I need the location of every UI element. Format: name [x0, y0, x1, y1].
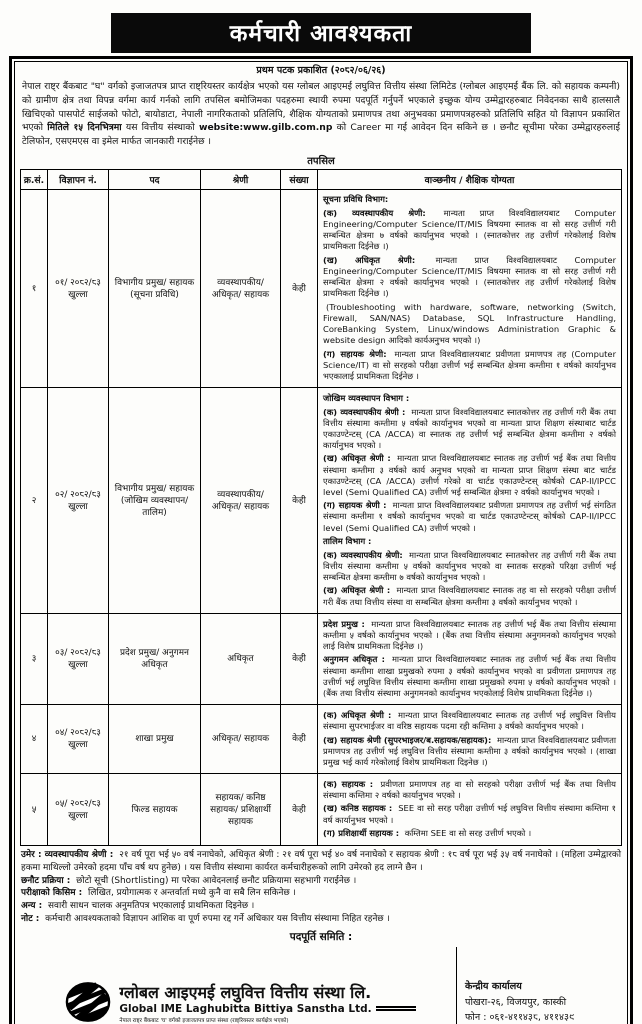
serial-cell: २	[21, 388, 48, 614]
qualification-cell	[318, 189, 622, 388]
committee-heading: पदपूर्ति समिति :	[289, 931, 353, 944]
page-title: कर्मचारी आवश्यकता	[111, 13, 531, 53]
header-serial: क्र.सं.	[21, 169, 48, 189]
header-post: पद	[109, 169, 201, 189]
intro-text-2: यस वित्तीय संस्थाको	[125, 122, 195, 134]
qualification-cell	[318, 705, 622, 774]
header-count: संख्या	[281, 169, 318, 189]
ad-no-cell: ०१/ २०८२/८३ खुल्ला	[48, 189, 109, 388]
qualification-item: (क) व्यवस्थापकीय श्रेणी: मान्यता प्राप्त विश्वविद्यालयबाट स्नातकोत्तर तह उत्तीर्ण गरी बैंक तथा वित्तीय संस्थामा कम्तीमा ५ वर्षको कार्यानुभव भएको वा स्नातक सरहको परिक्षा उत्तीर्ण भई सम्बन्धित क्षेत्रमा कम्तीमा ७ वर्षको कार्यानुभव भएको ।	[323, 549, 617, 582]
intro-paragraph	[15, 79, 627, 151]
qualification-item: सूचना प्रविधि विभाग:	[323, 194, 389, 205]
qualification-item: (ग) प्रशिक्षार्थी सहायक : कम्तिमा SEE वा सो सरह उत्तीर्ण भएको ।	[323, 828, 532, 839]
level-cell: अधिकृत/ सहायक	[201, 705, 281, 774]
level-cell: व्यवस्थापकीय/ अधिकृत/ सहायक	[201, 388, 281, 614]
serial-cell: १	[21, 189, 48, 388]
qualification-cell	[318, 388, 622, 614]
qualification-item: (क) सहायक : प्रवीणता प्रमाणपत्र तह वा सो सरहको परीक्षा उत्तीर्ण भई बैंक तथा वित्तीय संस्थामा कम्तिमा २ वर्षको कार्यानुभव भएको ।	[323, 778, 617, 800]
company-tagline: नेपाल राष्ट्र बैंकबाट 'घ' वर्गको इजाजतपत्र प्राप्त संस्था (राष्ट्रियस्तर कार्यक्षेत्र भएको)	[119, 1017, 289, 1024]
note-exam-type: परीक्षाको किसिम : लिखित, प्रयोगात्मक र अन्तर्वार्ता मध्ये कुनै वा सबै लिन सकिनेछ ।	[21, 888, 296, 899]
header-qualification: वाञ्छनीय / शैक्षिक योग्यता	[318, 169, 622, 189]
post-cell: प्रदेश प्रमुख/ अनुगमन अधिकृत	[109, 614, 201, 705]
level-cell: अधिकृत	[201, 614, 281, 705]
footer	[15, 946, 627, 1024]
ad-inner-frame	[14, 61, 628, 1024]
ad-no-cell: ०५/ २०८२/८३ खुल्ला	[48, 774, 109, 845]
intro-text-1: नेपाल राष्ट्र बैंकबाट "घ" वर्गको इजाजतपत्र प्राप्त राष्ट्रियस्तर कार्यक्षेत्र भएको यस ग्लोबल आइएमई लघुवित्त वित्तीय संस्था लिमिटेड (ग्लोबल आइएमई बैंक लि. को सहायक कम्पनी) को ग्रामीण क्षेत्र तथा विपन्न वर्गमा कार्य गर्नको लागि तपसिल बमोजिमका पदहरुमा स्थायी रुपमा पदपूर्ति गर्नुपर्ने भएकाले इच्छुक योग्य उम्मेद्वारहरुबाट निवेदनका साथै हालसालै खिचिएको पासपोर्ट साईजको फोटो, बायोडाटा, नेपाली नागरिकताको प्रतिलिपि, शैक्षिक योग्यताको प्रमाणपत्र तथा अनुभवका प्रमाणपत्रहरुको प्रतिलिपि सहित यो विज्ञापन प्रकाशित भएको	[22, 81, 620, 134]
company-name-nepali: ग्लोबल आइएमई लघुवित्त वित्तीय संस्था लि.	[119, 982, 372, 1002]
qualification-cell	[318, 614, 622, 705]
company-block	[25, 947, 456, 1024]
post-cell: विभागीय प्रमुख/ सहायक (सूचना प्रविधि)	[109, 189, 201, 388]
note-other: अन्य : सवारी साधन चालक अनुमतिपत्र भएकालाई प्राथमिकता दिइनेछ ।	[21, 901, 255, 912]
notes-section	[15, 846, 627, 928]
header-level: श्रेणी	[201, 169, 281, 189]
central-office-block	[456, 947, 621, 1024]
count-cell: केही	[281, 774, 318, 845]
qualification-item: (ख) कनिष्ठ सहायक : SEE वा सो सरह परीक्षा उत्तीर्ण भई लघुवित्त वित्तीय संस्थामा कम्तिमा १ वर्ष कार्यानुभव भएको ।	[323, 803, 616, 825]
serial-cell: ४	[21, 705, 48, 774]
intro-text-3: को Career मा गई आवेदन दिन सकिने छ । छनौट सूचीमा परेका उम्मेद्वारहरुलाई टेलिफोन, एसएमएस वा इमेल मार्फत जानकारी गराईनेछ ।	[22, 122, 621, 148]
table-row	[21, 388, 622, 614]
count-cell: केही	[281, 705, 318, 774]
company-name-english: Global IME Laghubitta Bittiya Sanstha Ltd.	[119, 1002, 372, 1015]
tapasil-heading: तपसिल	[307, 155, 335, 167]
intro-deadline: मितिले १५ दिनभित्रमा	[47, 122, 122, 134]
global-ime-logo-icon	[65, 981, 111, 1023]
qualification-cell	[318, 774, 622, 845]
qualification-item: (क) व्यवस्थापकीय श्रेणी : मान्यता प्राप्त विश्वविद्यालयबाट स्नातकोत्तर तह उत्तीर्ण गरी बैंक तथा वित्तीय संस्थामा कम्तीमा ५ वर्षको कार्यानुभव भएको वा मान्यता प्राप्त शिक्षण संस्थाबाट चार्टड एकाउण्टेन्टस् (CA /ACCA) वा स्नातक तह उत्तीर्ण भई सम्बन्धित क्षेत्रमा कम्तीमा २ वर्षको कार्यानुभव भएको ।	[323, 406, 616, 450]
header-ad-no: विज्ञापन नं.	[48, 169, 109, 189]
qualification-item: (Troubleshooting with hardware, software, networking (Switch, Firewall, SAN/NAS) Database, SQL Infrastructure Handling, CoreBanking System, Linux/windows Administration Graphic & website design आदिको कार्यअनुभव भएको ।)	[323, 301, 616, 346]
qualification-item: जोखिम व्यवस्थापन विभाग :	[323, 392, 410, 403]
publication-line: प्रथम पटक प्रकाशित (२०८२/०६/२६)	[256, 65, 386, 76]
ad-border-frame	[9, 56, 633, 1024]
double-rule	[376, 1006, 416, 1011]
serial-cell: ५	[21, 774, 48, 845]
post-cell: शाखा प्रमुख	[109, 705, 201, 774]
serial-cell: ३	[21, 614, 48, 705]
count-cell: केही	[281, 614, 318, 705]
level-cell: व्यवस्थापकीय/ अधिकृत/ सहायक	[201, 189, 281, 388]
table-row	[21, 189, 622, 388]
post-cell: विभागीय प्रमुख/ सहायक (जोखिम व्यवस्थापन/ तालिम)	[109, 388, 201, 614]
qualification-item: अनुगमन अधिकृत : मान्यता प्राप्त विश्वविद्यालयबाट स्नातक तह उत्तीर्ण भई बैंक तथा वित्तीय संस्थामा कम्तीमा शाखा प्रमुखको रुपमा ३ वर्षको कार्यानुभव भएको वा प्रवीणता प्रमाणपत्र तह उत्तीर्ण भई लघुवित्त वित्तीय संस्थामा कम्तीमा शाखा प्रमुखको रुपमा ५ वर्षको कार्यानुभव भएको । (बैंक तथा वित्तीय संस्थामा अनुगमनको कार्यानुभव भएकोलाई विशेष प्राथमिकता दिईनेछ ।)	[323, 654, 616, 698]
qualification-item: प्रदेश प्रमुख : मान्यता प्राप्त विश्वविद्यालयबाट स्नातक तह उत्तीर्ण भई बैंक तथा वित्तीय संस्थामा कम्तीमा ५ वर्षको कार्यानुभव भएको । (बैंक तथा वित्तीय संस्थामा अनुगमनको कार्यानुभव भएको लाई विशेष प्राथमिकता दिईनेछ ।)	[323, 618, 616, 651]
qualification-item: (ख) सहायक श्रेणी (सुपरभाइजर/ब.सहायक/सहायक): मान्यता प्राप्त विश्वविद्यालयबाट प्रवीणता प्रमाणपत्र तह उत्तीर्ण भई लघुवित्त वित्तीय संस्थामा कम्तीमा ३ वर्षको कार्यानुभव भएको । (शाखा प्रमुख भई कार्य गरेकोलाई विशेष प्राथमिकता दिइनेछ ।)	[323, 734, 617, 767]
intro-website: website:www.gilb.com.np	[198, 122, 333, 134]
ad-no-cell: ०४/ २०८२/८३ खुल्ला	[48, 705, 109, 774]
note-shortlisting: छनौट प्रक्रिया : छोटो सूची (Shortlisting) मा परेका आवेदनलाई छनौट प्रक्रियामा सहभागी गराईनेछ ।	[21, 875, 357, 886]
company-names	[119, 981, 415, 1024]
qualification-item: (ख) अधिकृत श्रेणी : मान्यता प्राप्त विश्वविद्यालयबाट स्नातक तह उत्तीर्ण भई बैंक तथा वित्तीय संस्थामा कम्तीमा ३ वर्षको कार्य अनुभव भएको वा मान्यता प्राप्त शिक्षण संस्था बाट चार्टड एकाउण्टेन्टस् (CA /ACCA) उत्तीर्ण गरेको वा चार्टड एकाउण्टेन्टस् कोर्षको CAP-II/IPCC level (Semi Qualified CA) उत्तीर्ण भई सम्बन्धित क्षेत्रमा २ वर्षको कार्यानुभव भएको ।	[323, 453, 616, 497]
qualification-item: (ख) अधिकृत श्रेणी : मान्यता प्राप्त विश्वविद्यालयबाट स्नातक तह वा सो सरहको परीक्षा उत्तीर्ण गरी बैंक तथा वित्तीय संस्था वा सम्बन्धित क्षेत्रमा कम्तीमा ३ वर्षको कार्यानुभव भएको ।	[323, 585, 617, 607]
table-row	[21, 614, 622, 705]
post-cell: फिल्ड सहायक	[109, 774, 201, 845]
table-row	[21, 774, 622, 845]
count-cell: केही	[281, 189, 318, 388]
qualification-item: (ग) सहायक श्रेणी: मान्यता प्राप्त विश्वविद्यालयबाट प्रवीणता प्रमाणपत्र तह (Computer Science/IT) वा सो सरहको परीक्षा उत्तीर्ण भई सम्बन्धित क्षेत्रमा कम्तीमा १ वर्षको कार्यानुभव भएकालाई प्राथमिकता दिईनेछ ।	[323, 348, 616, 381]
qualification-item: (क) व्यवस्थापकीय श्रेणी: मान्यता प्राप्त विश्वविद्यालयबाट Computer Engineering/Computer Science/IT/MIS विषयमा स्नातक वा सो सरह उत्तीर्ण गरी सम्बन्धित क्षेत्रमा ७ वर्षको कार्यानुभव भएको । (स्नातकोत्तर तह उत्तीर्ण गरेकोलाई विशेष प्राथमिकता दिईनेछ ।)	[323, 208, 616, 252]
table-header-row	[21, 169, 622, 189]
qualification-item: तालिम विभाग :	[323, 536, 372, 547]
office-title: केन्द्रीय कार्यालय	[465, 981, 522, 993]
qualification-item: (ग) सहायक श्रेणी : मान्यता प्राप्त विश्वविद्यालयबाट प्रवीणता प्रमाणपत्र तह उत्तीर्ण भई संगठित संस्थामा कम्तीमा १ वर्षको कार्यानुभव भएको वा चार्टड एकाउण्टेन्टस् कोर्षको CAP-II/IPCC level (Semi Qualified CA) उत्तीर्ण भएको ।	[323, 500, 616, 533]
office-phone: फोन : ०६१-४११४३८, ४११४३९	[465, 1012, 574, 1024]
level-cell: सहायक/ कनिष्ठ सहायक/ प्रशिक्षार्थी सहायक	[201, 774, 281, 845]
vacancy-table	[20, 169, 622, 846]
note-cancellation: नोट : कर्मचारी आवश्यकताको विज्ञापन आंशिक वा पूर्ण रुपमा रद्द गर्ने अधिकार यस वित्तीय संस्थामा निहित रहनेछ ।	[21, 914, 390, 925]
ad-no-cell: ०२/ २०८२/८३ खुल्ला	[48, 388, 109, 614]
office-address: पोखरा-२६, विजयपुर, कास्की	[465, 996, 567, 1008]
qualification-item: (ख) अधिकृत श्रेणी: मान्यता प्राप्त विश्वविद्यालयबाट Computer Engineering/Computer Science/IT/MIS विषयमा स्नातक वा सो सरह उत्तीर्ण गरी सम्बन्धित क्षेत्रमा २ वर्षको कार्यानुभव भएको । (स्नातकोत्तर तह उत्तीर्ण गरेकोलाई विशेष प्राथमिकता दिईनेछ ।)	[323, 254, 617, 299]
table-row	[21, 705, 622, 774]
ad-no-cell: ०३/ २०८२/८३ खुल्ला	[48, 614, 109, 705]
count-cell: केही	[281, 388, 318, 614]
note-age: उमेर : व्यवस्थापकीय श्रेणी : २१ वर्ष पूरा भई ५० वर्ष ननाघेको, अधिकृत श्रेणी : २१ वर्ष पूरा भई ४० वर्ष ननाघेको र सहायक श्रेणी : १८ वर्ष पूरा भई ३५ वर्ष ननाघेको । (महिला उम्मेद्वारको हकमा माथिल्लो उमेरको हदमा पाँच वर्ष थप हुनेछ) । यस वित्तीय संस्थामा कार्यरत कर्मचारीहरूको लागि उमेरको हद लाग्ने छैन ।	[21, 849, 621, 873]
qualification-item: (क) अधिकृत श्रेणी : मान्यता प्राप्त विश्वविद्यालयबाट स्नातक तह उत्तीर्ण भई लघुवित्त वित्तीय संस्थामा सुपरभाईजर वा वरिष्ठ सहायक पदमा रही कम्तिमा ३ वर्षको कार्यानुभव भएको ।	[323, 709, 616, 731]
